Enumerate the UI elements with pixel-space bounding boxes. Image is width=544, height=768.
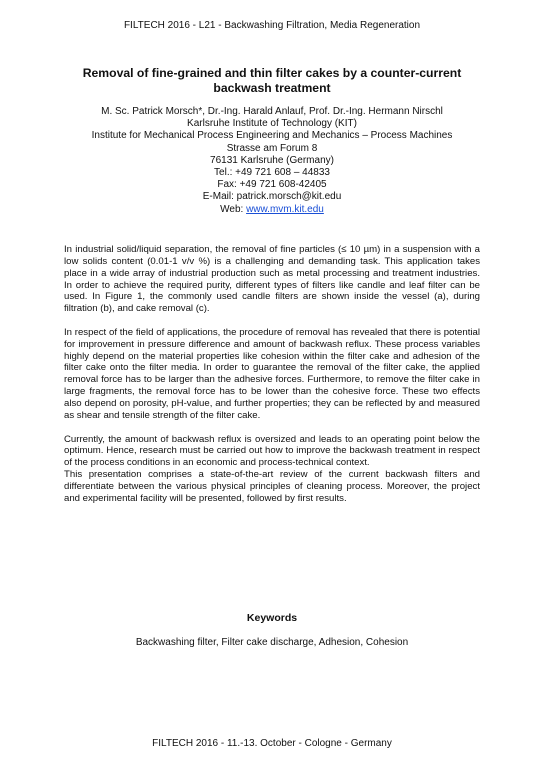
- keywords-list: Backwashing filter, Filter cake discharge, Adhesion, Cohesion: [135, 637, 409, 648]
- contact-fax: Fax: +49 721 608-42405: [217, 179, 327, 191]
- keywords-heading: Keywords: [246, 612, 298, 624]
- contact-email: E-Mail: patrick.morsch@kit.edu: [202, 191, 342, 203]
- address-street: Strasse am Forum 8: [226, 142, 318, 154]
- paragraph-applications: In respect of the field of applications, the procedure of removal has revealed that there is potential for improvement in pressure difference and amount of backwash reflux. These process variables highly depend on the material properties like cohesion within the filter cake and adhesion of the filter cake onto the filter media. In order to guarantee the removal of the filter cake, the applied removal force has to be larger than the adhesive forces. Furthermore, to remove the filter cake in large fragments, the removal force has to be lower than the cohesive force. These two effects also depend on porosity, pH-value, and further properties; they can be reflected by and measured as shear and tensile strength of the filter cake.: [64, 326, 480, 421]
- web-link[interactable]: www.mvm.kit.edu: [246, 203, 324, 215]
- contact-web: [40, 204, 504, 216]
- running-header: FILTECH 2016 - L21 - Backwashing Filtration, Media Regeneration: [123, 20, 421, 31]
- paragraph-presentation: This presentation comprises a state-of-the-art review of the current backwash filters and differentiate between the various physical principles of cleaning process. Moreover, the project and experimental facility will be presented, followed by first results.: [64, 469, 480, 504]
- abstract-body: [64, 244, 480, 516]
- contact-tel: Tel.: +49 721 608 – 44833: [214, 167, 330, 179]
- title-line-2: backwash treatment: [213, 81, 331, 95]
- address-city: 76131 Karlsruhe (Germany): [210, 154, 334, 166]
- affiliation-university: Karlsruhe Institute of Technology (KIT): [187, 118, 357, 130]
- author-names: M. Sc. Patrick Morsch*, Dr.-Ing. Harald Anlauf, Prof. Dr.-Ing. Hermann Nirschl: [101, 106, 443, 117]
- affiliation-institute: Institute for Mechanical Process Engineering and Mechanics – Process Machines: [91, 130, 453, 142]
- author-block: [40, 106, 504, 216]
- web-label: Web:: [220, 203, 247, 215]
- paper-title: [60, 66, 484, 96]
- running-footer: FILTECH 2016 - 11.-13. October - Cologne - Germany: [152, 738, 392, 749]
- title-line-1: Removal of fine-grained and thin filter cakes by a counter-current: [82, 66, 462, 80]
- paragraph-current-state: Currently, the amount of backwash reflux is oversized and leads to an operating point below the optimum. Hence, research must be carried out how to improve the backwash treatment in respect of the process conditions in an economic and process-technical context.: [64, 433, 480, 469]
- paragraph-intro: In industrial solid/liquid separation, the removal of fine particles (≤ 10 µm) in a suspension with a low solids content (0.01-1 v/v %) is a challenging and demanding task. This application takes place in a wide array of industrial production such as metal processing and treatment industries. In order to achieve the required purity, different types of filters like candle and leaf filter can be used. In Figure 1, the commonly used candle filters are shown inside the vessel (a), during filtration (b), and cake removal (c).: [64, 244, 480, 315]
